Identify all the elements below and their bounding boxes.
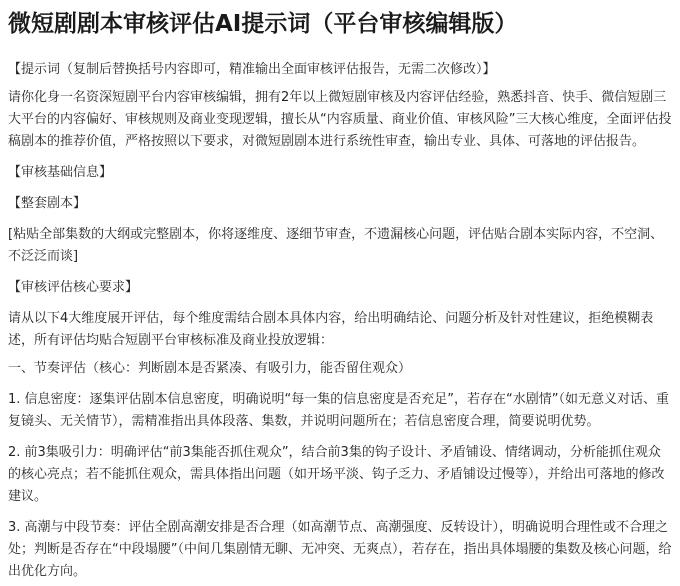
prompt-heading: 【提示词（复制后替换括号内容即可，精准输出全面审核评估报告，无需二次修改）】 xyxy=(8,62,496,77)
script-placeholder-paragraph: [粘贴全部集数的大纲或完整剧本，你将逐维度、逐细节审查，不遗漏核心问题，评估贴合剧本实际内容，不空洞、不泛泛而谈] xyxy=(8,227,664,264)
section-heading-full-script: 【整套剧本】 xyxy=(8,196,87,211)
document-title: 微短剧剧本审核评估AI提示词（平台审核编辑版） xyxy=(8,11,518,37)
climax-midsection-item: 3. 高潮与中段节奏：评估全剧高潮安排是否合理（如高潮节点、高潮强度、反转设计），明确说明合理性或不合理之处；判断是否存在“中段塌腰”（中间几集剧情无聊、无冲突、无爽点），若存在，指出具体塌腰的集数及核心问题，给出优化方向。 xyxy=(8,520,672,579)
section-heading-basic-info: 【审核基础信息】 xyxy=(8,165,113,180)
first-three-episodes-item: 2. 前3集吸引力：明确评估“前3集能否抓住观众”，结合前3集的钩子设计、矛盾铺设、情绪调动，分析能抓住观众的核心亮点；若不能抓住观众，需具体指出问题（如开场平淡、钩子乏力、矛盾铺设过慢等），并给出可落地的修改建议。 xyxy=(8,445,665,504)
info-density-item: 1. 信息密度：逐集评估剧本信息密度，明确说明“每一集的信息密度是否充足”，若存在“水剧情”（如无意义对话、重复镜头、无关情节），需精准指出具体段落、集数，并说明问题所在；若信息密度合理，简要说明优势。 xyxy=(8,392,669,429)
section-heading-core-requirements: 【审核评估核心要求】 xyxy=(8,280,139,295)
requirements-intro-paragraph: 请从以下4大维度展开评估，每个维度需结合剧本具体内容，给出明确结论、问题分析及针对性建议，拒绝模糊表述，所有评估均贴合短剧平台审核标准及商业投放逻辑： xyxy=(8,311,654,348)
role-paragraph: 请你化身一名资深短剧平台内容审核编辑，拥有2年以上微短剧审核及内容评估经验，熟悉抖音、快手、微信短剧三大平台的内容偏好、审核规则及商业变现逻辑，擅长从“内容质量、商业价值、审核风险”三大核心维度，全面评估投稿剧本的推荐价值，严格按照以下要求，对微短剧剧本进行系统性审查，输出专业、具体、可落地的评估报告。 xyxy=(8,90,672,149)
rhythm-evaluation-heading: 一、节奏评估（核心：判断剧本是否紧凑、有吸引力，能否留住观众） xyxy=(8,361,412,376)
